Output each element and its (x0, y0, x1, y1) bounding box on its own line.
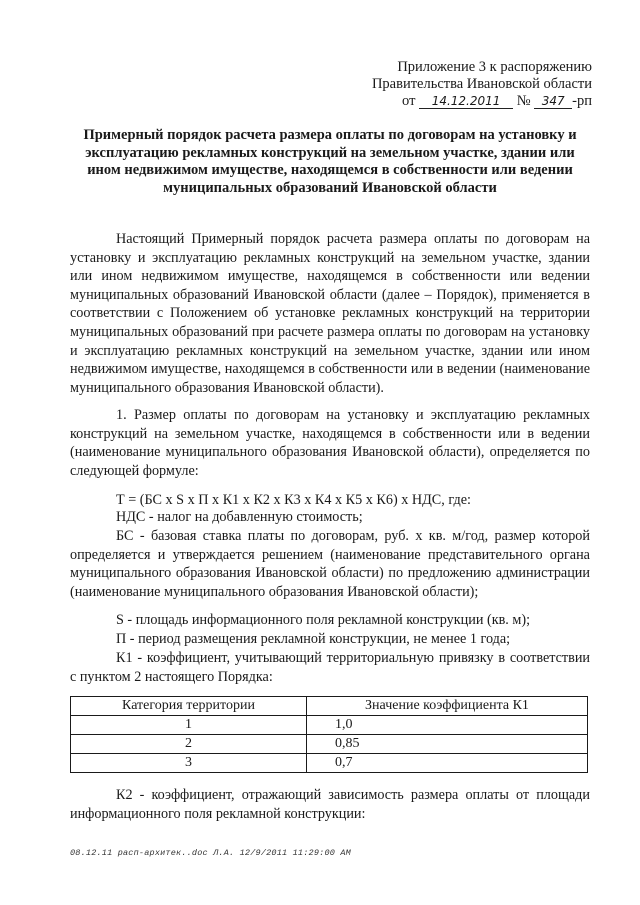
file-footer: 08.12.11 расп-архитек..doc Л.А. 12/9/2011 11:29:00 AM (70, 848, 351, 858)
point-1-paragraph: 1. Размер оплаты по договорам на установку и эксплуатацию рекламных конструкций на земельном участке, находящемся в собственности или в ведении (наименование муниципального образования Ивановской области), определяется по следующей формуле: (70, 407, 590, 479)
definition-nds: НДС - налог на добавленную стоимость; (116, 509, 363, 525)
document-title: Примерный порядок расчета размера оплаты по договорам на установку и эксплуатацию рекламных конструкций на земельном участке, здании или ином недвижимом имуществе, находящемся в собственности или ведении муниципальных образований Ивановской области (83, 127, 577, 196)
definition-bs: БС - базовая ставка платы по договорам, руб. х кв. м/год, размер которой определяется и утверждается решением (наименование представительного органа муниципального образования Ивановской области) по предложению администрации (наименование муниципального образования Ивановской области); (70, 528, 590, 600)
k1-coefficient-table (70, 696, 588, 773)
definition-k1: К1 - коэффициент, учитывающий территориальную привязку в соответствии с пунктом 2 настоящего Порядка: (70, 650, 590, 685)
header-suffix: -рп (572, 93, 592, 109)
handwritten-date: 14.12.2011 (419, 94, 513, 109)
definition-k2: К2 - коэффициент, отражающий зависимость размера оплаты от площади информационного поля рекламной конструкции: (70, 787, 590, 822)
table-row (71, 735, 588, 754)
handwritten-number: 347 (534, 94, 572, 109)
table-cell-value: 0,7 (307, 754, 588, 773)
table-cell-value: 1,0 (307, 716, 588, 735)
header-from-label: от (402, 93, 416, 109)
intro-paragraph: Настоящий Примерный порядок расчета размера оплаты по договорам на установку и эксплуатацию рекламных конструкций на земельном участке, здании или ином недвижимом имуществе, находящемся в собственности или ведении муниципальных образований Ивановской области (далее – Порядок), применяется в соответствии с Положением об установке рекламных конструкций на территории муниципальных образований при расчете размера оплаты по договорам на установку и эксплуатацию рекламных конструкций на земельном участке, здании или ином недвижимом имуществе, находящемся в собственности или в ведении (наименование муниципального образования Ивановской области). (70, 231, 590, 396)
header-line-3 (362, 93, 592, 110)
table-cell-category: 1 (71, 716, 307, 735)
table-row (71, 716, 588, 735)
table-cell-value: 0,85 (307, 735, 588, 754)
table-header-category: Категория территории (71, 697, 307, 716)
header-line-2: Правительства Ивановской области (371, 76, 592, 92)
table-cell-category: 2 (71, 735, 307, 754)
table-cell-category: 3 (71, 754, 307, 773)
table-header-value: Значение коэффициента К1 (307, 697, 588, 716)
header-line-1: Приложение 3 к распоряжению (397, 59, 592, 75)
payment-formula: Т = (БС х S х П х К1 х К2 х К3 х К4 х К5 х К6) х НДС, где: (116, 492, 471, 508)
definition-s: S - площадь информационного поля рекламной конструкции (кв. м); (116, 612, 531, 628)
definition-p: П - период размещения рекламной конструкции, не менее 1 года; (116, 631, 511, 647)
header-number-sign: № (516, 93, 531, 109)
appendix-header (362, 59, 592, 110)
table-row (71, 754, 588, 773)
table-header-row (71, 697, 588, 716)
